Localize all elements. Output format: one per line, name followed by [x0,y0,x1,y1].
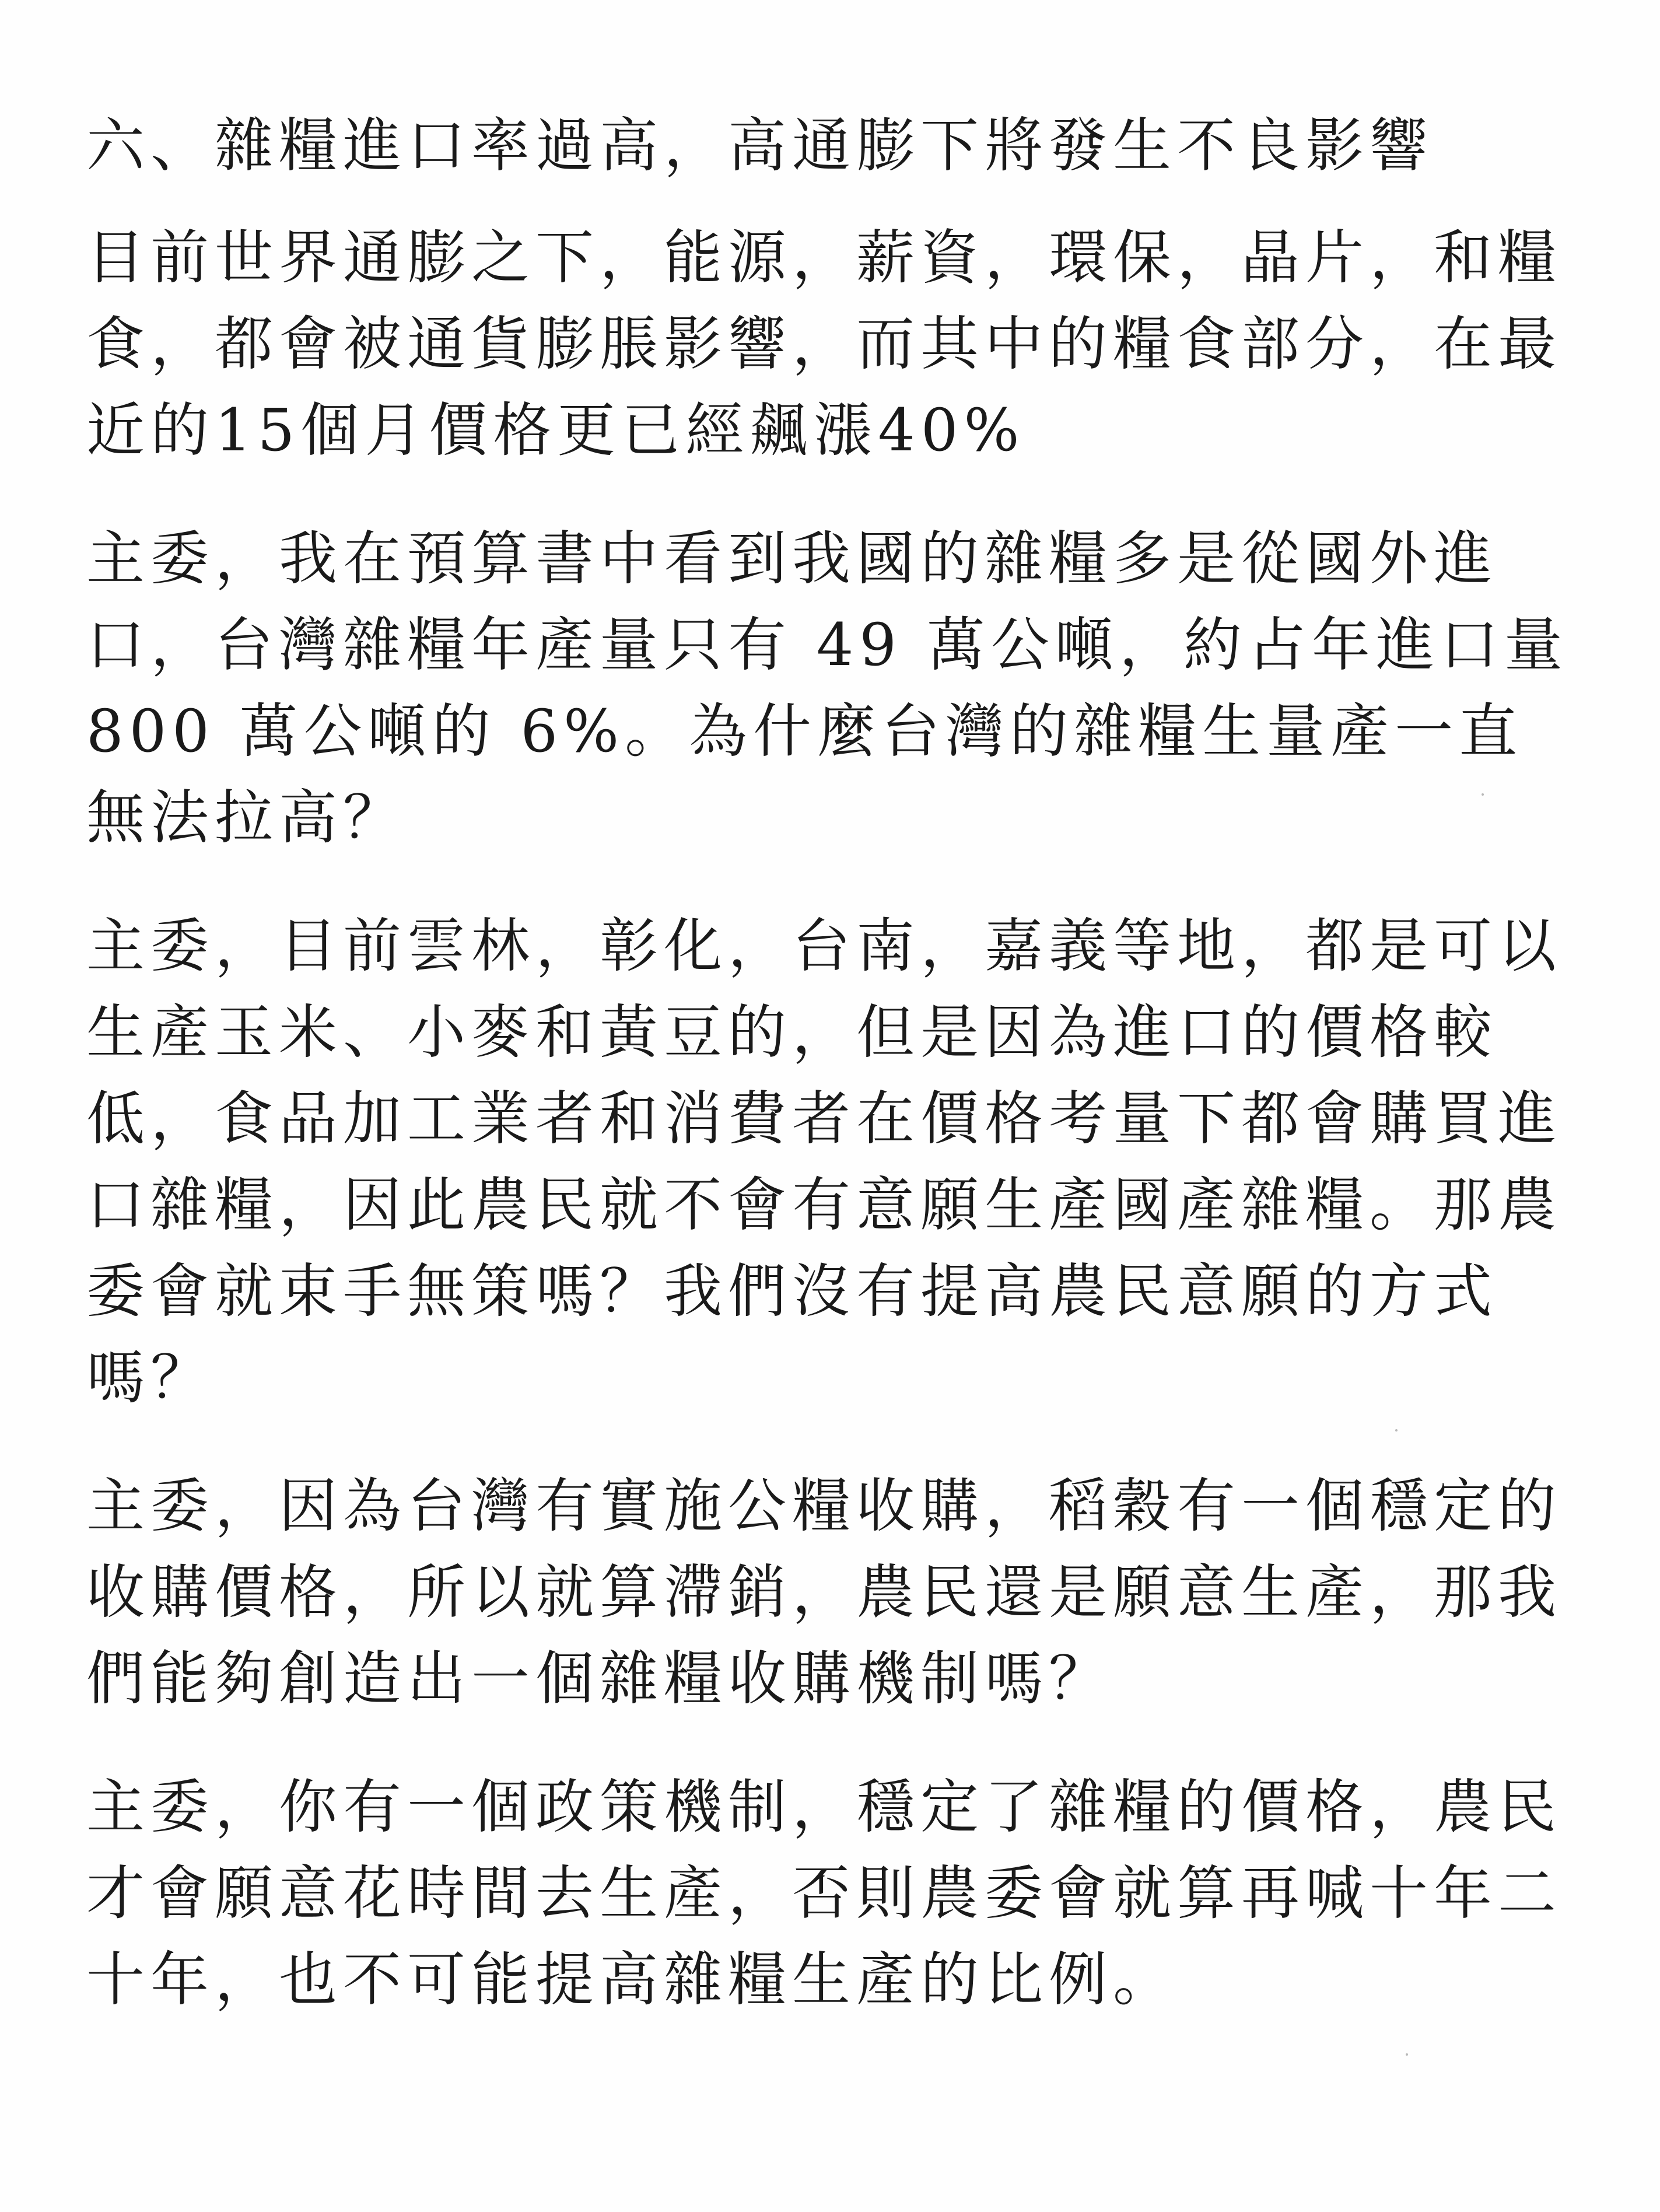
scan-speck [1482,793,1484,796]
section-heading: 六、雜糧進口率過高，高通膨下將發生不良影響 [86,111,1434,180]
document-body [86,99,1580,2023]
paragraph-import-ratio: 主委，我在預算書中看到我國的雜糧多是從國外進口，台灣雜糧年產量只有 49 萬公噸，約占年進口量 800 萬公噸的 6%。為什麼台灣的雜糧生量產一直無法拉高？ [86,524,1568,852]
scan-speck [1395,1429,1398,1432]
paragraph-farmer-willingness: 主委，目前雲林，彰化，台南，嘉義等地，都是可以生產玉米、小麥和黃豆的，但是因為進口的價格較低，食品加工業者和消費者在價格考量下都會購買進口雜糧，因此農民就不會有意願生產國產雜糧。那農委會就束手無策嗎？我們沒有提高農民意願的方式嗎？ [86,912,1562,1412]
paragraph-purchase-mechanism: 主委，因為台灣有實施公糧收購，稻穀有一個穩定的收購價格，所以就算滯銷，農民還是願意生產，那我們能夠創造出一個雜糧收購機制嗎？ [86,1472,1562,1713]
scan-speck [1406,2053,1408,2056]
paragraph-policy-conclusion: 主委，你有一個政策機制，穩定了雜糧的價格，農民才會願意花時間去生產，否則農委會就算再喊十年二十年，也不可能提高雜糧生產的比例。 [86,1773,1562,2014]
paragraph-inflation: 目前世界通膨之下，能源，薪資，環保，晶片，和糧食，都會被通貨膨脹影響，而其中的糧食部分，在最近的15個月價格更已經飆漲40% [86,223,1562,464]
